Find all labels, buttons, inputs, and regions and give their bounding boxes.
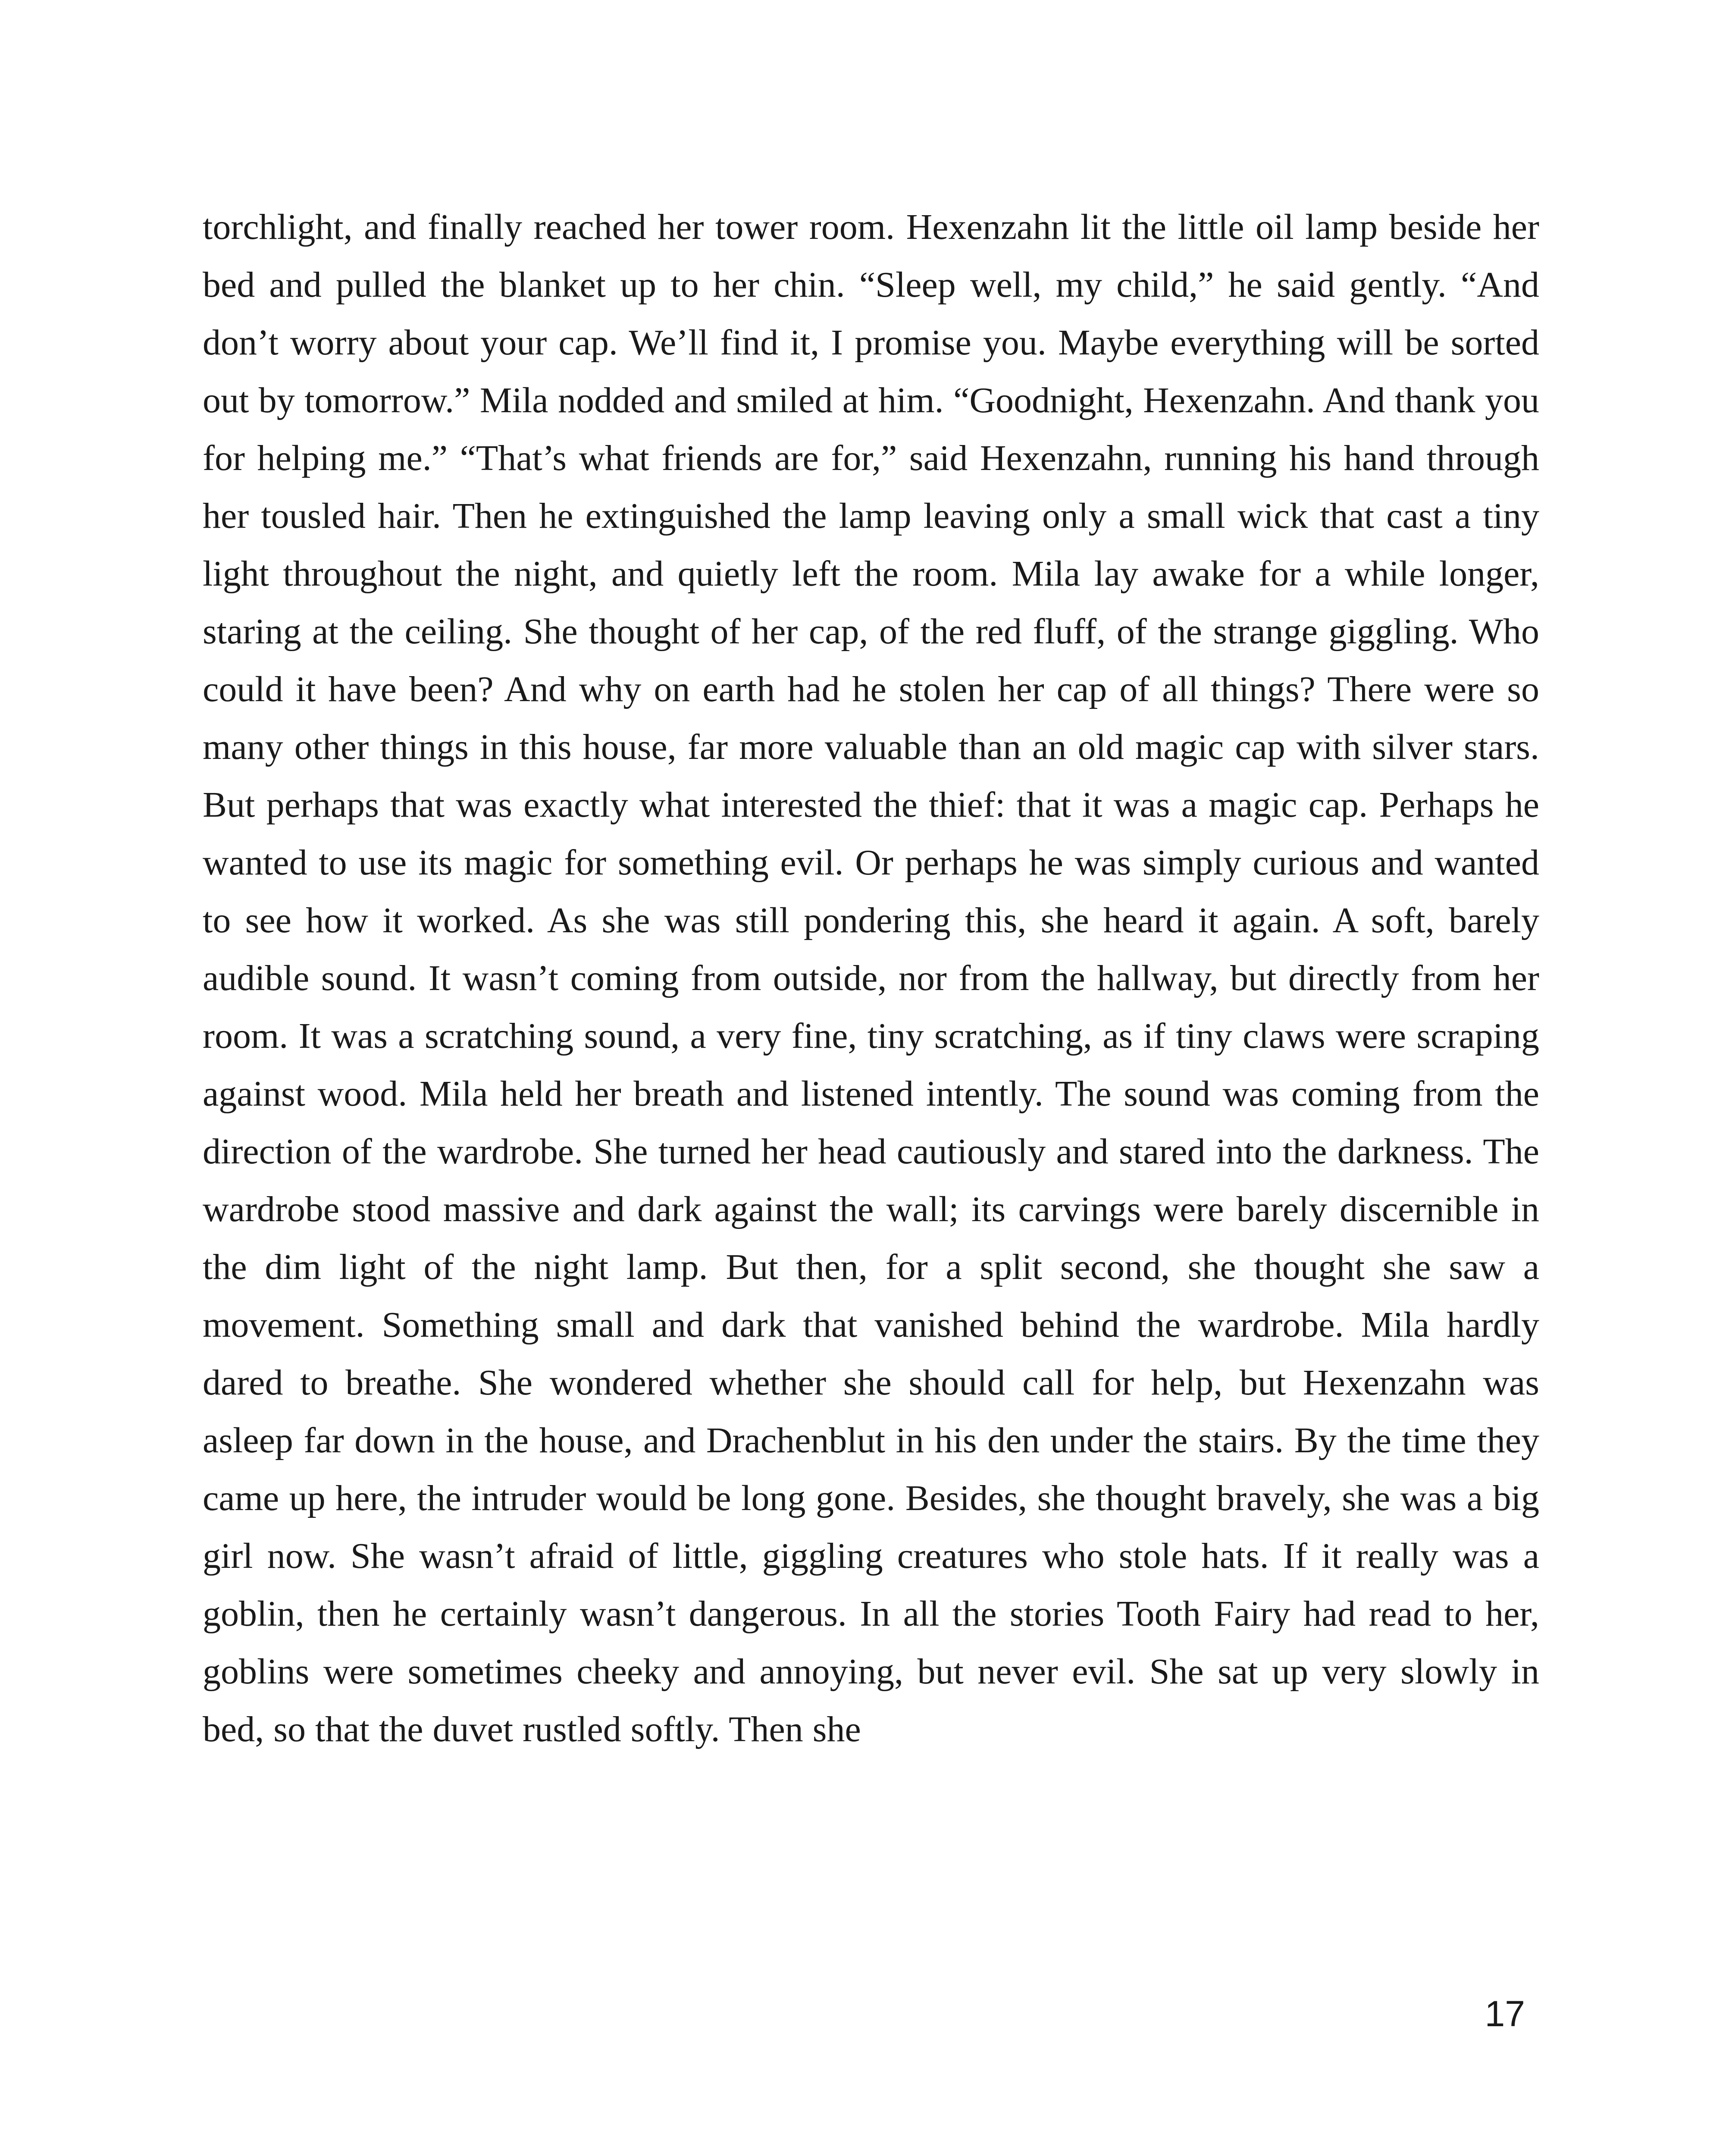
page-number: 17 [1485, 1993, 1525, 2034]
body-paragraph: torchlight, and finally reached her tower room. Hexenzahn lit the little oil lamp beside her bed and pulled the blanket up to her chin. “Sleep well, my child,” he said gently. “And don’t worry about your cap. We’ll find it, I promise you. Maybe everything will be sorted out by tomorrow.” Mila nodded and smiled at him. “Goodnight, Hexenzahn. And thank you for helping me.” “That’s what friends are for,” said Hexenzahn, running his hand through her tousled hair. Then he extinguished the lamp leaving only a small wick that cast a tiny light throughout the night, and quietly left the room. Mila lay awake for a while longer, staring at the ceiling. She thought of her cap, of the red fluff, of the strange giggling. Who could it have been? And why on earth had he stolen her cap of all things? There were so many other things in this house, far more valuable than an old magic cap with silver stars. But perhaps that was exactly what interested the thief: that it was a magic cap. Perhaps he wanted to use its magic for something evil. Or perhaps he was simply curious and wanted to see how it worked. As she was still pondering this, she heard it again. A soft, barely audible sound. It wasn’t coming from outside, nor from the hallway, but directly from her room. It was a scratching sound, a very fine, tiny scratching, as if tiny claws were scraping against wood. Mila held her breath and listened intently. The sound was coming from the direction of the wardrobe. She turned her head cautiously and stared into the darkness. The wardrobe stood massive and dark against the wall; its carvings were barely discernible in the dim light of the night lamp. But then, for a split second, she thought she saw a movement. Something small and dark that vanished behind the wardrobe. Mila hardly dared to breathe. She wondered whether she should call for help, but Hexenzahn was asleep far down in the house, and Drachenblut in his den under the stairs. By the time they came up here, the intruder would be long gone. Besides, she thought bravely, she was a big girl now. She wasn’t afraid of little, giggling creatures who stole hats. If it really was a goblin, then he certainly wasn’t dangerous. In all the stories Tooth Fairy had read to her, goblins were sometimes cheeky and annoying, but never evil. She sat up very slowly in bed, so that the duvet rustled softly. Then she [203, 207, 1539, 1749]
